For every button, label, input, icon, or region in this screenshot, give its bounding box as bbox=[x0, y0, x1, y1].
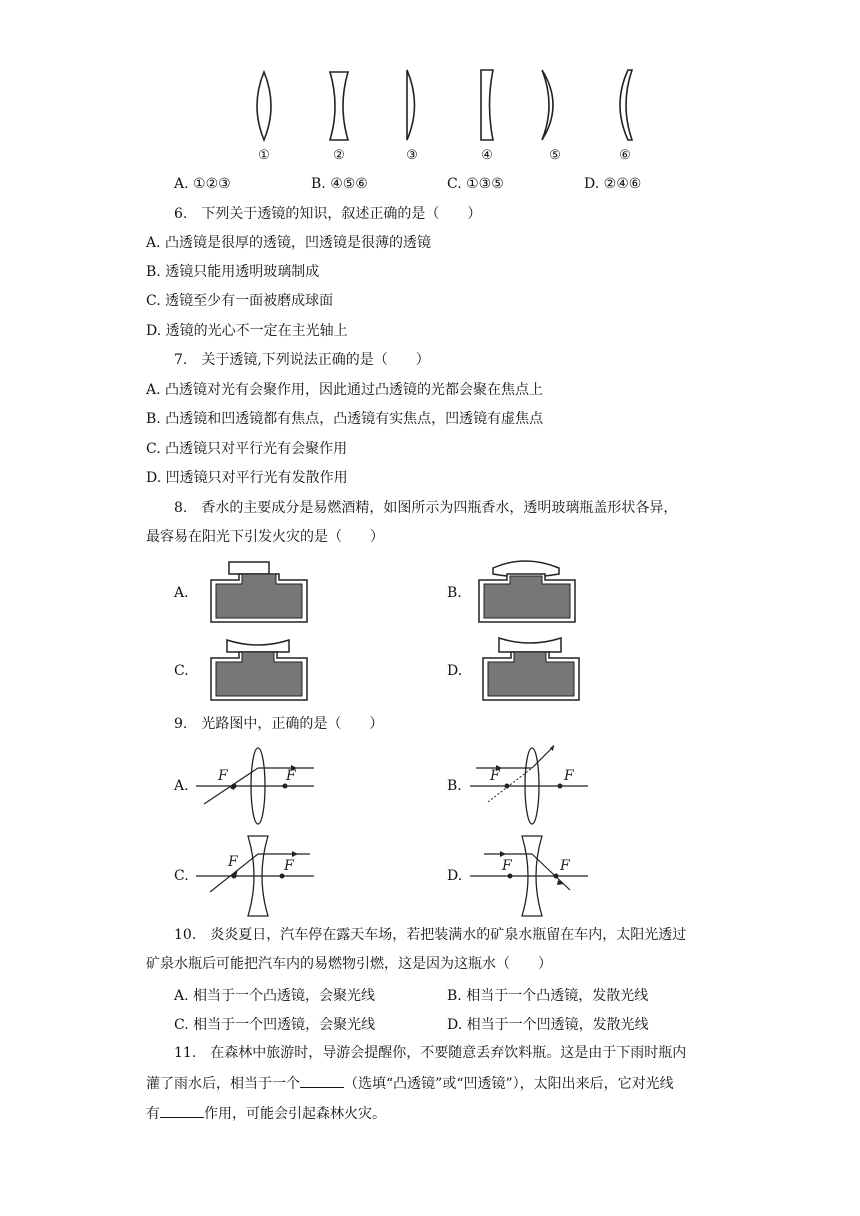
perfume-bottle-d bbox=[481, 638, 581, 708]
q5-option-a[interactable]: A. ①②③ bbox=[174, 176, 231, 192]
q7-option-b[interactable]: B. 凸透镜和凹透镜都有焦点，凸透镜有实焦点，凹透镜有虚焦点 bbox=[146, 411, 544, 427]
perfume-bottle-a bbox=[209, 560, 309, 630]
perfume-bottle-c bbox=[209, 638, 309, 708]
q8-label-a[interactable]: A. bbox=[174, 585, 189, 601]
lens-number: ④ bbox=[481, 148, 493, 163]
q11-answer-blank-1[interactable] bbox=[300, 1073, 344, 1088]
q6-option-d[interactable]: D. 透镜的光心不一定在主光轴上 bbox=[146, 323, 348, 339]
lens-number: ① bbox=[258, 148, 270, 163]
q5-option-b[interactable]: B. ④⑤⑥ bbox=[311, 176, 368, 192]
ray-diagram-d bbox=[470, 834, 610, 918]
ray-diagram-a bbox=[196, 746, 336, 826]
lens-number: ③ bbox=[406, 148, 418, 163]
q7-option-a[interactable]: A. 凸透镜对光有会聚作用，因此通过凸透镜的光都会聚在焦点上 bbox=[146, 382, 544, 398]
lens-4-planoconcave bbox=[481, 70, 493, 140]
q5-option-c[interactable]: C. ①③⑤ bbox=[447, 176, 504, 192]
q9-label-b[interactable]: B. bbox=[447, 778, 462, 794]
q11-line2: 灌了雨水后，相当于一个 （选填“凸透镜”或“凹透镜”），太阳出来后，它对光线 bbox=[146, 1073, 674, 1093]
q6-option-a[interactable]: A. 凸透镜是很厚的透镜，凹透镜是很薄的透镜 bbox=[146, 235, 432, 251]
svg-text:F: F bbox=[286, 768, 296, 784]
q8-label-b[interactable]: B. bbox=[447, 585, 462, 601]
q10-stem-line2: 矿泉水瓶后可能把汽车内的易燃物引燃，这是因为这瓶水（ ） bbox=[146, 956, 552, 972]
q8-label-c[interactable]: C. bbox=[174, 663, 189, 679]
q10-option-b[interactable]: B. 相当于一个凸透镜，发散光线 bbox=[447, 988, 649, 1004]
q6-option-c[interactable]: C. 透镜至少有一面被磨成球面 bbox=[146, 293, 334, 309]
q7-option-c[interactable]: C. 凸透镜只对平行光有会聚作用 bbox=[146, 441, 348, 457]
q10-option-a[interactable]: A. 相当于一个凸透镜，会聚光线 bbox=[174, 988, 376, 1004]
q11-answer-blank-2[interactable] bbox=[160, 1103, 204, 1118]
lens-1-biconvex bbox=[257, 72, 271, 140]
svg-text:F: F bbox=[560, 858, 570, 874]
ray-diagram-b bbox=[470, 746, 610, 826]
q6-option-b[interactable]: B. 透镜只能用透明玻璃制成 bbox=[146, 264, 320, 280]
ray-diagram-c bbox=[196, 834, 336, 918]
q8-label-d[interactable]: D. bbox=[447, 663, 463, 679]
q11-line1: 11. 在森林中旅游时，导游会提醒你，不要随意丢弃饮料瓶。这是由于下雨时瓶内 bbox=[174, 1045, 687, 1061]
lens-number: ⑤ bbox=[549, 148, 561, 163]
q10-stem-line1: 10. 炎炎夏日，汽车停在露天车场，若把装满水的矿泉水瓶留在车内，太阳光透过 bbox=[174, 927, 687, 943]
q9-label-d[interactable]: D. bbox=[447, 868, 463, 884]
q11-line3: 有 作用，可能会引起森林火灾。 bbox=[146, 1103, 386, 1123]
lens-6-meniscus bbox=[620, 70, 632, 140]
q9-stem: 9. 光路图中，正确的是（ ） bbox=[174, 716, 384, 732]
svg-text:F: F bbox=[284, 858, 294, 874]
lens-2-biconcave bbox=[330, 72, 348, 140]
q5-option-d[interactable]: D. ②④⑥ bbox=[584, 176, 642, 192]
svg-text:F: F bbox=[490, 768, 500, 784]
q9-label-c[interactable]: C. bbox=[174, 868, 189, 884]
q8-stem-line1: 8. 香水的主要成分是易燃酒精，如图所示为四瓶香水，透明玻璃瓶盖形状各异， bbox=[174, 500, 678, 516]
svg-text:F: F bbox=[218, 768, 228, 784]
lens-shapes bbox=[0, 0, 860, 170]
q6-stem: 6. 下列关于透镜的知识，叙述正确的是（ ） bbox=[174, 206, 482, 222]
svg-text:F: F bbox=[564, 768, 574, 784]
svg-text:F: F bbox=[228, 854, 238, 870]
lens-5-meniscus bbox=[542, 70, 553, 140]
q10-option-c[interactable]: C. 相当于一个凹透镜，会聚光线 bbox=[174, 1017, 376, 1033]
perfume-bottle-b bbox=[477, 560, 577, 630]
q10-option-d[interactable]: D. 相当于一个凹透镜，发散光线 bbox=[447, 1017, 649, 1033]
q7-stem: 7. 关于透镜,下列说法正确的是（ ） bbox=[174, 352, 430, 368]
lens-3-planoconvex bbox=[407, 70, 415, 140]
lens-number: ② bbox=[333, 148, 345, 163]
q9-label-a[interactable]: A. bbox=[174, 778, 189, 794]
lens-number: ⑥ bbox=[619, 148, 631, 163]
svg-text:F: F bbox=[502, 858, 512, 874]
q7-option-d[interactable]: D. 凹透镜只对平行光有发散作用 bbox=[146, 470, 348, 486]
q8-stem-line2: 最容易在阳光下引发火灾的是（ ） bbox=[146, 529, 384, 545]
